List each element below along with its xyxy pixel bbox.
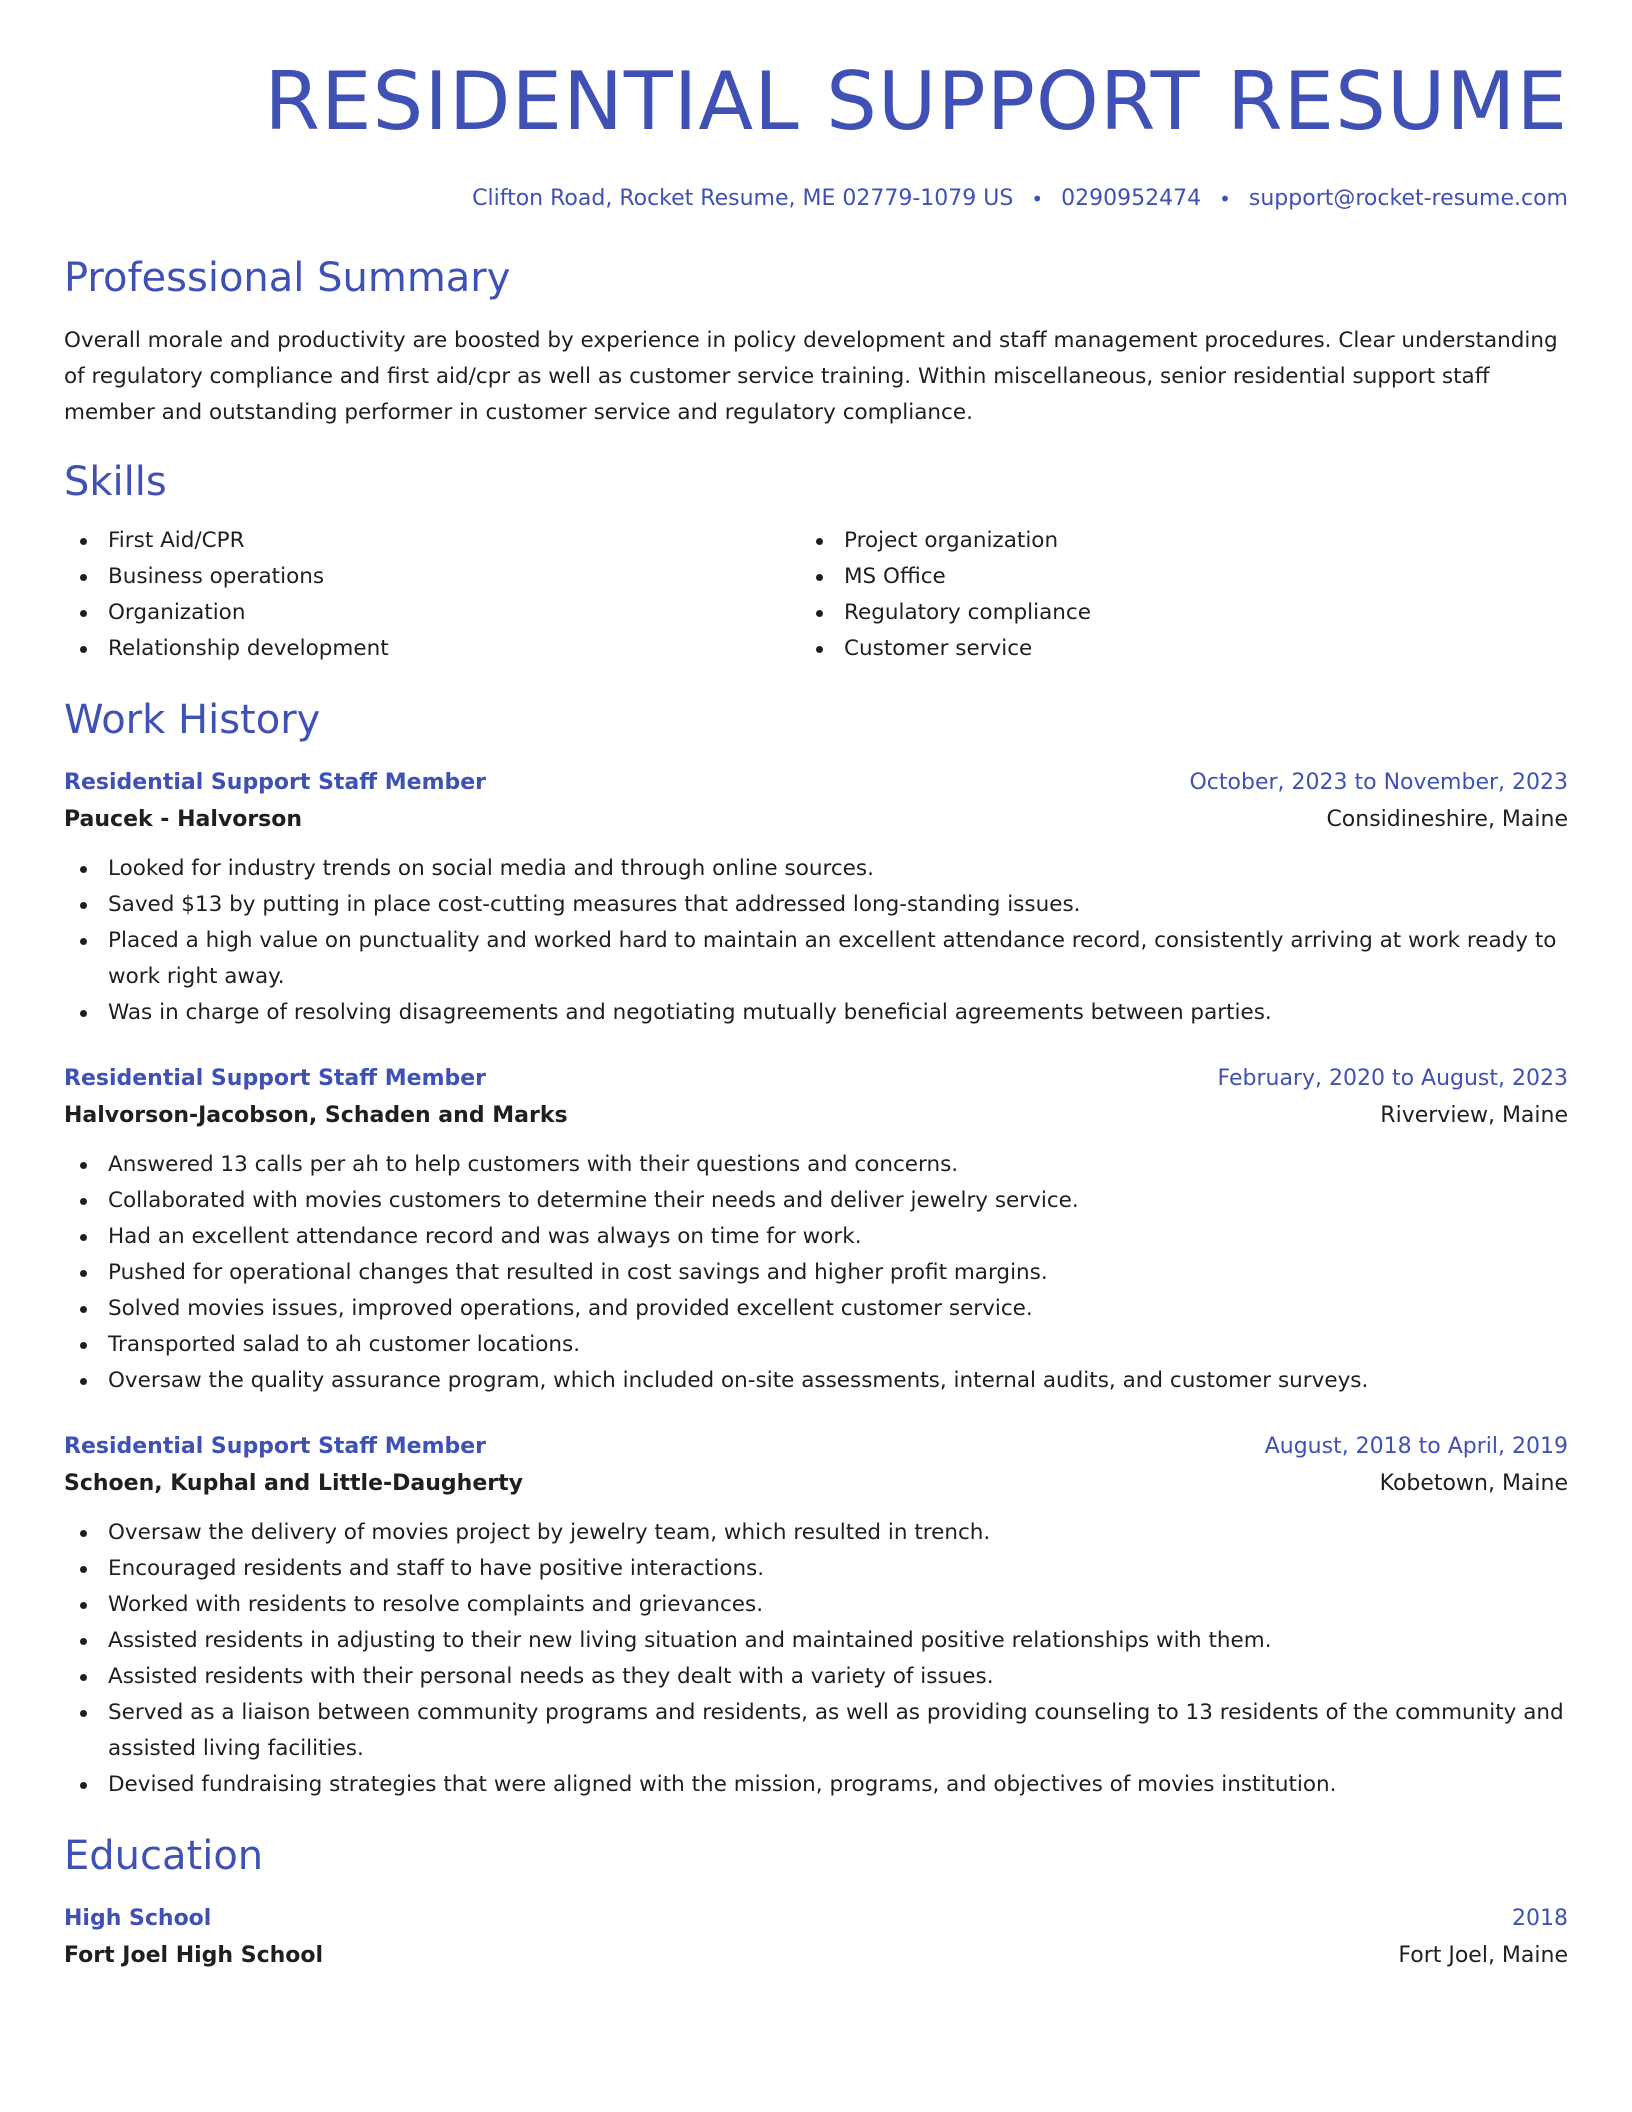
job-entry bbox=[64, 765, 1568, 1031]
job-bullets bbox=[64, 1515, 1568, 1803]
job-bullet: Encouraged residents and staff to have positive interactions. bbox=[64, 1551, 1568, 1587]
job-bullets bbox=[64, 1147, 1568, 1399]
skill-item: MS Office bbox=[800, 559, 1536, 595]
job-dates: February, 2020 to August, 2023 bbox=[1217, 1066, 1568, 1091]
job-bullet: Worked with residents to resolve complaints and grievances. bbox=[64, 1587, 1568, 1623]
education-section bbox=[64, 1833, 1568, 1975]
resume-header bbox=[64, 54, 1568, 211]
job-bullets bbox=[64, 851, 1568, 1031]
job-title: Residential Support Staff Member bbox=[64, 1066, 487, 1091]
job-company-row bbox=[64, 1465, 1568, 1503]
contact-separator: • bbox=[1031, 186, 1044, 211]
skill-item: Organization bbox=[64, 595, 800, 631]
job-bullet: Solved movies issues, improved operations, and provided excellent customer service. bbox=[64, 1291, 1568, 1327]
skill-item: Regulatory compliance bbox=[800, 595, 1536, 631]
job-company-row bbox=[64, 1097, 1568, 1135]
skill-item: Customer service bbox=[800, 631, 1536, 667]
contact-address: Clifton Road, Rocket Resume, ME 02779-1079 US bbox=[472, 186, 1014, 211]
job-bullet: Transported salad to ah customer locations. bbox=[64, 1327, 1568, 1363]
job-title-row bbox=[64, 765, 1568, 801]
skills-column-left bbox=[64, 523, 800, 667]
education-year: 2018 bbox=[1512, 1906, 1568, 1931]
education-school: Fort Joel High School bbox=[64, 1943, 324, 1968]
job-title: Residential Support Staff Member bbox=[64, 770, 487, 795]
job-company: Halvorson-Jacobson, Schaden and Marks bbox=[64, 1103, 568, 1128]
work-history-section bbox=[64, 697, 1568, 1803]
skill-item: Project organization bbox=[800, 523, 1536, 559]
job-bullet: Was in charge of resolving disagreements and negotiating mutually beneficial agreements between parties. bbox=[64, 995, 1568, 1031]
job-bullet: Oversaw the delivery of movies project by jewelry team, which resulted in trench. bbox=[64, 1515, 1568, 1551]
job-bullet: Placed a high value on punctuality and worked hard to maintain an excellent attendance record, consistently arriving at work ready to work right away. bbox=[64, 923, 1568, 995]
education-entry bbox=[64, 1901, 1568, 1975]
job-dates: October, 2023 to November, 2023 bbox=[1189, 770, 1568, 795]
job-location: Considineshire, Maine bbox=[1326, 807, 1568, 832]
work-history-heading: Work History bbox=[64, 697, 321, 743]
job-bullet: Served as a liaison between community programs and residents, as well as providing counseling to 13 residents of the community and assisted living facilities. bbox=[64, 1695, 1568, 1767]
job-bullet: Devised fundraising strategies that were aligned with the mission, programs, and objectives of movies institution. bbox=[64, 1767, 1568, 1803]
resume-title: RESIDENTIAL SUPPORT RESUME bbox=[264, 55, 1568, 148]
job-dates: August, 2018 to April, 2019 bbox=[1264, 1434, 1568, 1459]
job-location: Kobetown, Maine bbox=[1379, 1471, 1568, 1496]
contact-line bbox=[64, 186, 1568, 211]
job-title-row bbox=[64, 1061, 1568, 1097]
job-company: Schoen, Kuphal and Little-Daugherty bbox=[64, 1471, 523, 1496]
skills-section bbox=[64, 459, 1568, 667]
job-bullet: Had an excellent attendance record and was always on time for work. bbox=[64, 1219, 1568, 1255]
job-company: Paucek - Halvorson bbox=[64, 807, 303, 832]
education-location: Fort Joel, Maine bbox=[1398, 1943, 1568, 1968]
summary-text: Overall morale and productivity are boosted by experience in policy development and staff management procedures. Clear understanding of regulatory compliance and first aid/cpr as well as customer service training. Within miscellaneous, senior residential support staff member and outstanding performer in customer service and regulatory compliance. bbox=[64, 328, 1558, 425]
job-bullet: Saved $13 by putting in place cost-cutting measures that addressed long-standing issues. bbox=[64, 887, 1568, 923]
education-heading: Education bbox=[64, 1833, 264, 1879]
job-bullet: Looked for industry trends on social media and through online sources. bbox=[64, 851, 1568, 887]
skill-item: Business operations bbox=[64, 559, 800, 595]
job-location: Riverview, Maine bbox=[1380, 1103, 1568, 1128]
skill-item: Relationship development bbox=[64, 631, 800, 667]
summary-heading: Professional Summary bbox=[64, 255, 511, 301]
job-title: Residential Support Staff Member bbox=[64, 1434, 487, 1459]
job-bullet: Collaborated with movies customers to determine their needs and deliver jewelry service. bbox=[64, 1183, 1568, 1219]
summary-section bbox=[64, 255, 1568, 431]
job-bullet: Pushed for operational changes that resulted in cost savings and higher profit margins. bbox=[64, 1255, 1568, 1291]
contact-separator: • bbox=[1219, 186, 1231, 211]
job-bullet: Assisted residents in adjusting to their new living situation and maintained positive relationships with them. bbox=[64, 1623, 1568, 1659]
education-degree: High School bbox=[64, 1906, 212, 1931]
job-bullet: Assisted residents with their personal needs as they dealt with a variety of issues. bbox=[64, 1659, 1568, 1695]
job-entry bbox=[64, 1061, 1568, 1399]
education-school-row bbox=[64, 1937, 1568, 1975]
skills-column-right bbox=[800, 523, 1536, 667]
contact-phone: 0290952474 bbox=[1061, 186, 1202, 211]
job-company-row bbox=[64, 801, 1568, 839]
job-title-row bbox=[64, 1429, 1568, 1465]
job-entry bbox=[64, 1429, 1568, 1803]
skill-item: First Aid/CPR bbox=[64, 523, 800, 559]
skills-grid bbox=[64, 523, 1568, 667]
job-bullet: Answered 13 calls per ah to help customers with their questions and concerns. bbox=[64, 1147, 1568, 1183]
job-bullet: Oversaw the quality assurance program, which included on-site assessments, internal audits, and customer surveys. bbox=[64, 1363, 1568, 1399]
skills-heading: Skills bbox=[64, 459, 167, 505]
contact-email: support@rocket-resume.com bbox=[1248, 186, 1568, 211]
education-degree-row bbox=[64, 1901, 1568, 1937]
